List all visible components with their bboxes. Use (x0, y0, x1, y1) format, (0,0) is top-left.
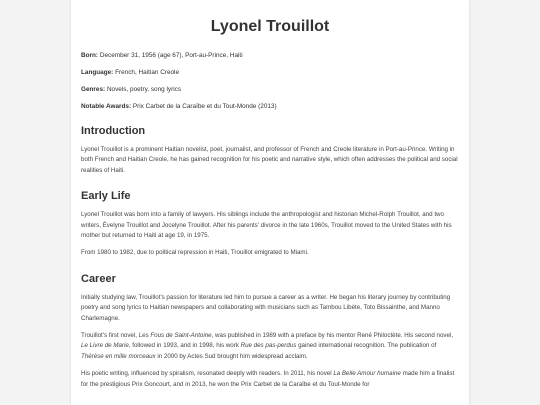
page-title: Lyonel Trouillot (210, 18, 330, 35)
genres-label: Genres: (81, 86, 107, 93)
career-heading: Career (81, 272, 116, 285)
introduction-heading: Introduction (81, 125, 146, 137)
born-value: December 31, 1956 (age 67), Port-au-Prince, Haiti (99, 52, 243, 59)
article-page (71, 0, 469, 405)
introduction-paragraph: Lyonel Trouillot is a prominent Haitian novelist, poet, journalist, and professor of French and Creole literature in Port-au-Prince. Writing in both French and Haitian Creole, he has gained recognition for his poetic and narrative style, which often addresses the political and social realities of Haiti. (81, 146, 458, 174)
career-text: His poetic writing, influenced by spiralism, resonated deeply with readers. In 2011, his novel (81, 370, 334, 378)
awards-fact (81, 103, 459, 111)
language-label: Language: (81, 69, 116, 76)
career-text: Trouillot's first novel, (81, 332, 139, 340)
early-life-heading: Early Life (81, 190, 131, 203)
language-value: French, Haitian Creole (115, 69, 180, 76)
book-title: Thérèse en mille morceaux (81, 352, 156, 360)
book-title: Rue des pas-perdus (240, 342, 297, 350)
career-text: , followed in 1993, and in 1998, his work (128, 342, 241, 350)
career-paragraph-2 (81, 331, 459, 362)
genres-fact (81, 86, 459, 94)
book-title: La Belle Amour humaine (333, 370, 401, 378)
early-life-paragraph-2: From 1980 to 1982, due to political repression in Haiti, Trouillot emigrated to Miami. (81, 249, 309, 257)
career-paragraph-3 (81, 369, 459, 390)
career-text: made him a finalist for the prestigious Prix Goncourt, and in 2013, he won the Prix Carbet de la Caraïbe et du Tout-Monde for (81, 370, 455, 388)
genres-value: Novels, poetry, song lyrics (106, 86, 182, 93)
career-text: in 2000 by Actes Sud brought him widespread acclaim. (155, 352, 308, 360)
language-fact (81, 69, 459, 77)
career-text: , was published in 1989 with a preface by his mentor René Philoctète. His second novel, (211, 332, 454, 340)
early-life-paragraph-1: Lyonel Trouillot was born into a family of lawyers. His siblings include the anthropologist and historian Michel-Rolph Trouillot, and two writers, Évelyne Trouillot and Jocelyne Trouillot. After his parents' divorce in the late 1960s, Trouillot moved to the United States with his mother but returned to Haiti at age 19, in 1975. (81, 211, 452, 240)
awards-label: Notable Awards: (81, 103, 133, 110)
book-title: Le Livre de Marie (81, 342, 129, 350)
book-title: Les Fous de Saint-Antoine (138, 332, 212, 340)
career-paragraph-1: Initially studying law, Trouillot's passion for literature led him to pursue a career as a writer. He began his literary journey by contributing poetry and song lyrics to Haitian newspapers and collaborating with musicians such as Tambou Libète, Toto Bissainthe, and Manno Charlemagne. (81, 293, 451, 322)
born-fact (81, 52, 459, 60)
awards-value: Prix Carbet de la Caraïbe et du Tout-Monde (2013) (132, 103, 277, 110)
career-text: gained international recognition. The publication of (296, 342, 437, 350)
born-label: Born: (81, 52, 100, 59)
